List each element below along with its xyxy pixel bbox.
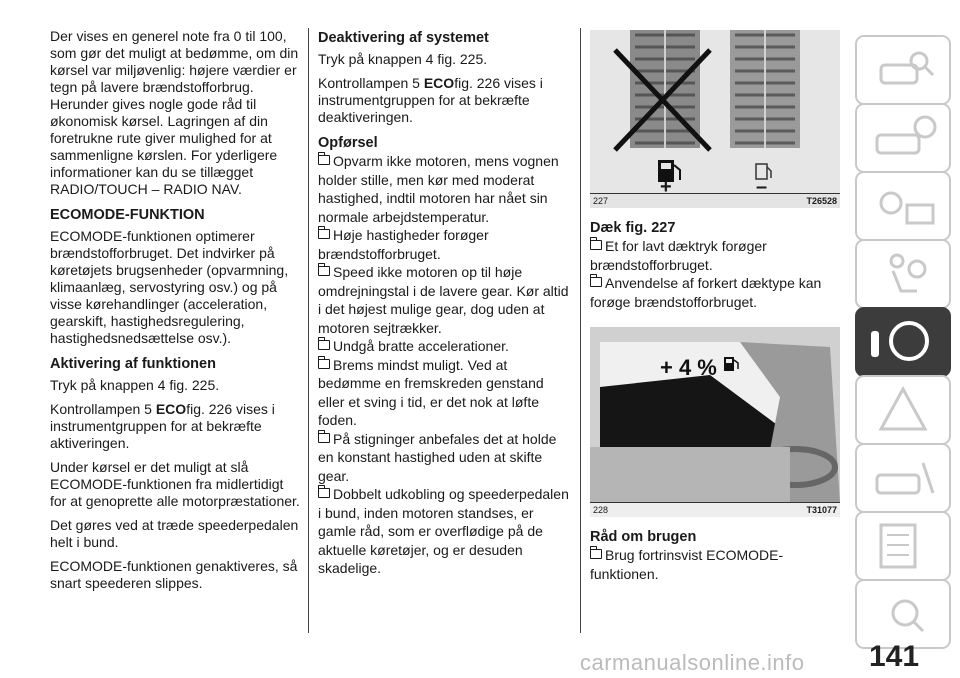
list-item: Et for lavt dæktryk forøger brændstofforbruget. (590, 238, 767, 273)
car-search-icon[interactable] (855, 35, 951, 105)
plus-sign: + (660, 176, 672, 198)
figure-number: 227 (593, 196, 609, 206)
consumption-label: + 4 % (660, 355, 717, 380)
bullet-icon (318, 155, 330, 165)
list-item: På stigninger anbefales det at holde en konstant hastighed uden at skifte gear. (318, 430, 557, 484)
bullet-icon (318, 488, 330, 498)
heading-deactivation: Deaktivering af systemet (318, 30, 489, 46)
bullet-icon (318, 433, 330, 443)
list-item: Opvarm ikke motoren, mens vognen holder stille, men kør med moderat hastighed, indtil motoren har nået sin normale arbejdstemperatur. (318, 153, 559, 225)
tire-illustration (590, 30, 840, 194)
airbag-seat-icon[interactable] (855, 239, 951, 309)
key-steering-wheel-icon[interactable] (855, 307, 951, 377)
alphabet-index-icon[interactable] (855, 579, 951, 649)
heading-behaviour: Opførsel (318, 135, 378, 151)
figure-caption (590, 502, 840, 517)
car-tools-icon[interactable] (855, 443, 951, 513)
minus-sign: – (756, 176, 768, 198)
checklist-icon[interactable] (855, 511, 951, 581)
lights-message-icon[interactable] (855, 171, 951, 241)
reactivate-paragraph: ECOMODE-funktionen genaktiveres, så snart speederen slippes. (50, 558, 298, 591)
heading-tires: Dæk fig. 227 (590, 220, 676, 236)
activation-step: Tryk på knappen 4 fig. 225. (50, 377, 220, 393)
page-number: 141 (869, 640, 920, 673)
figure-caption (590, 193, 840, 208)
bullet-icon (590, 240, 602, 250)
bullet-icon (318, 359, 330, 369)
intro-paragraph: Der vises en generel note fra 0 til 100, som gør det muligt at bedømme, om din kørsel var miljøvenlig: højere værdier er tegn på lavere brændstofforbrug. Herunder gives nogle gode råd til økonomisk kørsel. Lagringen af din foretrukne rute giver mulighed for at sammenligne kørslen. For yderligere informationer kan du se tillægget RADIO/TOUCH – RADIO NAV. (50, 28, 299, 197)
bullet-icon (318, 266, 330, 276)
window-illustration (590, 327, 840, 503)
figure-code: T31077 (806, 505, 837, 515)
list-item: Brug fortrinsvist ECOMODE-funktionen. (590, 547, 784, 582)
list-item: Høje hastigheder forøger brændstofforbruget. (318, 227, 489, 262)
figure-number: 228 (593, 505, 609, 515)
warning-road-icon[interactable] (855, 375, 951, 445)
bullet-icon (318, 229, 330, 239)
ecomode-paragraph: ECOMODE-funktionen optimerer brændstofforbruget. Det indvirker på køretøjets brugsenheder (opvarmning, klimaanlæg, servostyring osv.) og på visse kørehandlinger (acceleration, gearskift, hastighedsregulering, hastighedsnedsættelse osv.). (50, 228, 289, 346)
activation-lamp: Kontrollampen 5 ECOfig. 226 vises i instrumentgruppen for at bekræfte aktiveringen. (50, 401, 275, 451)
list-item: Dobbelt udkobling og speederpedalen i bund, inden motoren standses, er gamle råd, som er overflødige på de aktuelle køretøjer, og er desuden skadelige. (318, 486, 569, 576)
column-divider (308, 28, 309, 633)
figure-228-window (590, 327, 840, 517)
deactivation-lamp: Kontrollampen 5 ECOfig. 226 vises i instrumentgruppen for at bekræfte deaktiveringen. (318, 75, 543, 125)
watermark: carmanualsonline.info (580, 650, 805, 675)
column-3 (590, 30, 840, 583)
pedal-paragraph: Det gøres ved at træde speederpedalen helt i bund. (50, 517, 299, 550)
bullet-icon (318, 340, 330, 350)
deactivation-step: Tryk på knappen 4 fig. 225. (318, 51, 488, 67)
heading-ecomode: ECOMODE-FUNKTION (50, 207, 205, 223)
heading-usage-advice: Råd om brugen (590, 529, 697, 545)
column-divider (580, 28, 581, 633)
column-1 (50, 28, 300, 599)
bullet-icon (590, 277, 602, 287)
list-item: Anvendelse af forkert dæktype kan forøge brændstofforbruget. (590, 275, 822, 310)
figure-code: T26528 (806, 196, 837, 206)
temporary-off-paragraph: Under kørsel er det muligt at slå ECOMODE-funktionen fra midlertidigt for at genoprette alle motorpræstationer. (50, 459, 300, 509)
figure-227-tires (590, 30, 840, 208)
list-item: Undgå bratte accelerationer. (318, 337, 570, 356)
bullet-icon (590, 549, 602, 559)
list-item: Speed ikke motoren op til høje omdrejningstal i de lavere gear. Kør altid i det højest mulige gear, dog uden at motoren sejtrækker. (318, 264, 569, 336)
column-2 (318, 30, 570, 578)
heading-activation: Aktivering af funktionen (50, 356, 216, 372)
car-info-icon[interactable] (855, 103, 951, 173)
behaviour-list (318, 152, 570, 578)
list-item: Brems mindst muligt. Ved at bedømme en fremskreden genstand eller et sving i tid, er det nok at løfte foden. (318, 356, 544, 428)
